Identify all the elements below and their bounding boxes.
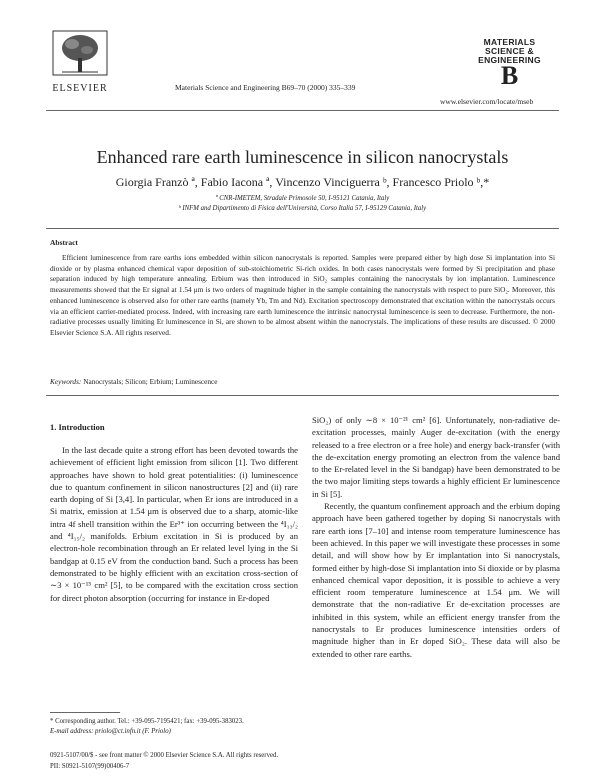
journal-logo-line: SCIENCE & [485, 46, 534, 56]
header-divider [46, 110, 559, 111]
affiliation: ª CNR-IMETEM, Stradale Primosole 50, I-95121 Catania, Italy [215, 195, 390, 202]
right-column [312, 414, 560, 660]
left-column [50, 444, 298, 604]
journal-website-link[interactable]: www.elsevier.com/locate/mseb [440, 97, 534, 106]
author-email: E-mail address: priolo@ct.infn.it (F. Priolo) [50, 728, 171, 735]
keywords [50, 377, 218, 386]
corresponding-author: * Corresponding author. Tel.: +39-095-7195421; fax: +39-095-383023. [50, 718, 244, 725]
article-title: Enhanced rare earth luminescence in silicon nanocrystals [96, 147, 509, 167]
paragraph: SiO₂) of only ∼8 × 10⁻²¹ cm² [6]. Unfortunately, non-radiative de-excitation processes, mainly Auger de-excitation (with the energy released to a free electron or a free hole) and energy back-transfer (with the de-excitation energy promoting an electron from the valence band to the Er-related level in the Si bandgap) have been demonstrated to be the two major limiting steps towards a highly efficient Er luminescence in Si [5]. [312, 415, 560, 499]
publisher-name: ELSEVIER [52, 83, 108, 94]
publisher-logo [46, 30, 114, 92]
journal-logo-line: ENGINEERING [478, 55, 541, 65]
keywords-list: Nanocrystals; Silicon; Erbium; Luminescence [83, 377, 218, 386]
abstract-bottom-divider [46, 395, 559, 396]
paragraph: Recently, the quantum confinement approach and the erbium doping approach have been gathered together by doping Si nanocrystals with rare earth ions [7–10] and intense room temperature luminescence has been achieved. In this paper we will investigate these processes in some detail, and will show how by Er implantation into Si nanocrystals, formed either by high-dose Si implantation into Si dioxide or by plasma enhanced chemical vapor deposition, it is possible to achieve a very efficient room temperature luminescence at 1.54 μm. We will demonstrate that the non-radiative Er de-excitation processes are inhibited in this system, while an efficient energy transfer from the nanocrystals to Er produces luminescence intensities orders of magnitude higher than in Er doped SiO₂. These data will also be extended to other rare earths. [312, 501, 560, 659]
footnote [50, 717, 298, 737]
affiliation: ᵇ INFM and Dipartimento di Fisica dell'Università, Corso Italia 57, I-95129 Catania, Italy [178, 205, 427, 212]
elsevier-tree-icon [52, 30, 108, 76]
abstract-top-divider [46, 228, 559, 229]
journal-reference: Materials Science and Engineering B69–70 (2000) 335–339 [175, 83, 356, 92]
journal-logo [462, 37, 557, 90]
abstract-text: Efficient luminescence from rare earths ions embedded within silicon nanocrystals is reported. Samples were prepared either by high dose Si implantation into Si dioxide or by plasma enhanced chemical vapor deposition of sub-stoichiometric Si-rich oxides. In both cases nanocrystals were formed by Si precipitation and phase separation induced by high temperature annealing. Erbium was then introduced in SiO₂ samples containing the nanocrystals by ion implantation. Luminescence measurements showed that the Er signal at 1.54 μm is two orders of magnitude higher in the sample containing the nanocrystals with respect to pure SiO₂. Moreover, this enhanced luminescence is observed also for other rare earths (namely Yb, Tm and Nd). Excitation spectroscopy demonstrated that excitation within the nanocrystals occurs via an efficient carrier-mediated process. Indeed, with increasing rare earth luminescence the intrinsic nanocrystal luminescence is seen to decrease. Furthermore, the non-radiative processes usually limiting Er luminescence in Si, are shown to be almost absent within the nanocrystals. The implications of these results are discussed. © 2000 Elsevier Science S.A. All rights reserved. [50, 253, 555, 337]
journal-logo-line: MATERIALS [483, 37, 536, 47]
section-heading: 1. Introduction [50, 422, 105, 432]
footnote-divider [50, 712, 120, 713]
author-list: Giorgia Franzò ª, Fabio Iacona ª, Vincenzo Vinciguerra ᵇ, Francesco Priolo ᵇ,* [115, 175, 490, 189]
journal-logo-letter: B [500, 61, 519, 90]
paragraph: In the last decade quite a strong effort has been devoted towards the achievement of efficient light emission from silicon [1]. Two different approaches have shown to hold great potentialities: (i) luminescence due to quantum confinement in silicon nanostructures [2] and (ii) rare earth doping of Si [3,4]. In particular, when Er ions are introduced in a Si matrix, emission at 1.54 μm is observed due to a sharp, atomic-like intra 4f shell transition within the Er³⁺ ion occurring between the ⁴I₁₃/₂ and ⁴I₁₅/₂ manifolds. Erbium excitation in Si is produced by an electron-hole recombination through an Er related level lying in the Si bandgap at 0.15 eV from the conduction band. Such a process has been demonstrated to be highly efficient with an excitation cross-section of ∼3 × 10⁻¹⁵ cm² [5], to be compared with the excitation cross section for direct photon absorption (occurring for instance in Er-doped [50, 445, 298, 603]
pii-line: PII: S0921-5107(99)00406-7 [50, 763, 130, 770]
abstract-heading: Abstract [50, 238, 78, 247]
issn-line: 0921-5107/00/$ - see front matter © 2000 Elsevier Science S.A. All rights reserved. [50, 752, 279, 759]
keywords-label: Keywords: [50, 377, 82, 386]
